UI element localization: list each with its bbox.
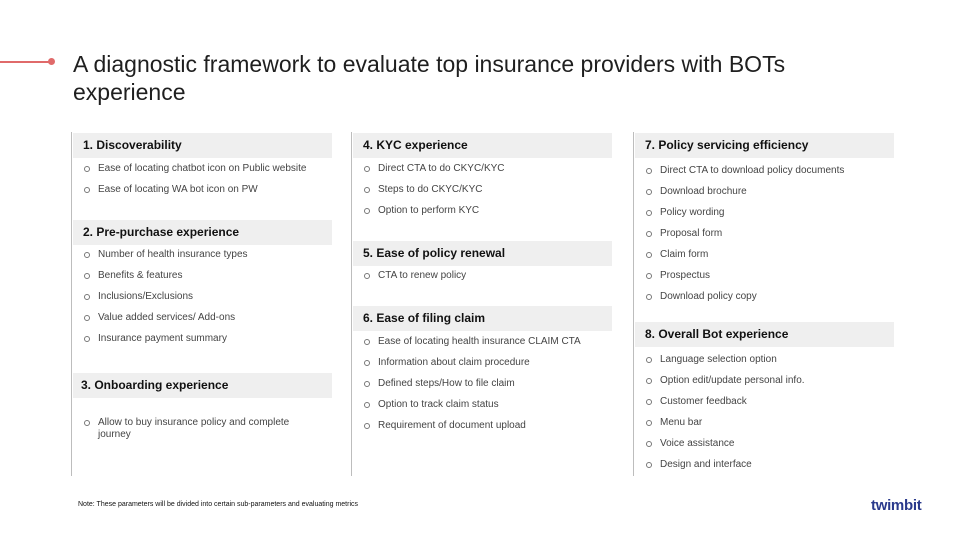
bullet-icon xyxy=(646,168,652,174)
bullet-icon xyxy=(84,252,90,258)
list-item: Ease of locating WA bot icon on PW xyxy=(84,184,324,196)
list-item: Prospectus xyxy=(646,270,886,282)
list-item: Claim form xyxy=(646,249,886,261)
list-item: Inclusions/Exclusions xyxy=(84,291,324,303)
list-item: Ease of locating health insurance CLAIM CTA xyxy=(364,336,604,348)
slide-title: A diagnostic framework to evaluate top insurance providers with BOTs experience xyxy=(73,51,786,105)
list-item: CTA to renew policy xyxy=(364,270,604,282)
bullet-icon xyxy=(646,210,652,216)
list-item: Policy wording xyxy=(646,207,886,219)
bullet-icon xyxy=(646,462,652,468)
bullet-icon xyxy=(364,208,370,214)
list-item: Download policy copy xyxy=(646,291,886,303)
bullet-icon xyxy=(646,189,652,195)
list-item: Defined steps/How to file claim xyxy=(364,378,604,390)
bullet-icon xyxy=(364,381,370,387)
bullet-icon xyxy=(84,187,90,193)
accent-dot xyxy=(48,58,55,65)
bullet-icon xyxy=(364,360,370,366)
list-item: Download brochure xyxy=(646,186,886,198)
list-item: Ease of locating chatbot icon on Public website xyxy=(84,163,324,175)
bullet-icon xyxy=(84,273,90,279)
list-item: Direct CTA to download policy documents xyxy=(646,165,886,177)
list-item: Option to track claim status xyxy=(364,399,604,411)
list-item: Option to perform KYC xyxy=(364,205,604,217)
section-heading-onboarding: 3. Onboarding experience xyxy=(73,373,332,398)
bullet-icon xyxy=(364,423,370,429)
bullet-icon xyxy=(364,402,370,408)
list-item: Voice assistance xyxy=(646,438,886,450)
framework-column-1 xyxy=(71,132,333,476)
list-item: Language selection option xyxy=(646,354,886,366)
bullet-icon xyxy=(646,399,652,405)
bullet-icon xyxy=(84,166,90,172)
bullet-icon xyxy=(84,294,90,300)
section-heading-kyc: 4. KYC experience xyxy=(353,133,612,158)
bullet-icon xyxy=(364,339,370,345)
list-item: Number of health insurance types xyxy=(84,249,324,261)
bullet-icon xyxy=(84,315,90,321)
bullet-icon xyxy=(646,294,652,300)
section-heading-renewal: 5. Ease of policy renewal xyxy=(353,241,612,266)
list-item: Value added services/ Add-ons xyxy=(84,312,324,324)
bullet-icon xyxy=(646,231,652,237)
list-item: Requirement of document upload xyxy=(364,420,604,432)
section-heading-claim: 6. Ease of filing claim xyxy=(353,306,612,331)
brand-logo: twimbit xyxy=(871,497,922,514)
section-heading-pre-purchase: 2. Pre-purchase experience xyxy=(73,220,332,245)
bullet-icon xyxy=(364,273,370,279)
list-item: Information about claim procedure xyxy=(364,357,604,369)
bullet-icon xyxy=(646,252,652,258)
bullet-icon xyxy=(646,273,652,279)
list-item: Steps to do CKYC/KYC xyxy=(364,184,604,196)
bullet-icon xyxy=(364,166,370,172)
list-item: Menu bar xyxy=(646,417,886,429)
bullet-icon xyxy=(84,420,90,426)
list-item: Customer feedback xyxy=(646,396,886,408)
bullet-icon xyxy=(84,336,90,342)
section-heading-policy-servicing: 7. Policy servicing efficiency xyxy=(635,133,894,158)
accent-line xyxy=(0,61,50,63)
list-item: Option edit/update personal info. xyxy=(646,375,886,387)
section-heading-discoverability: 1. Discoverability xyxy=(73,133,332,158)
bullet-icon xyxy=(646,357,652,363)
bullet-icon xyxy=(646,420,652,426)
list-item: Benefits & features xyxy=(84,270,324,282)
bullet-icon xyxy=(646,441,652,447)
footnote: Note: These parameters will be divided into certain sub-parameters and evaluating metrics xyxy=(78,501,359,508)
bullet-icon xyxy=(364,187,370,193)
list-item: Proposal form xyxy=(646,228,886,240)
section-heading-overall-bot: 8. Overall Bot experience xyxy=(635,322,894,347)
framework-column-3 xyxy=(633,132,895,476)
list-item: Direct CTA to do CKYC/KYC xyxy=(364,163,604,175)
list-item: Allow to buy insurance policy and complete journey xyxy=(84,417,324,441)
list-item: Design and interface xyxy=(646,459,886,471)
list-item: Insurance payment summary xyxy=(84,333,324,345)
framework-column-2 xyxy=(351,132,613,476)
bullet-icon xyxy=(646,378,652,384)
